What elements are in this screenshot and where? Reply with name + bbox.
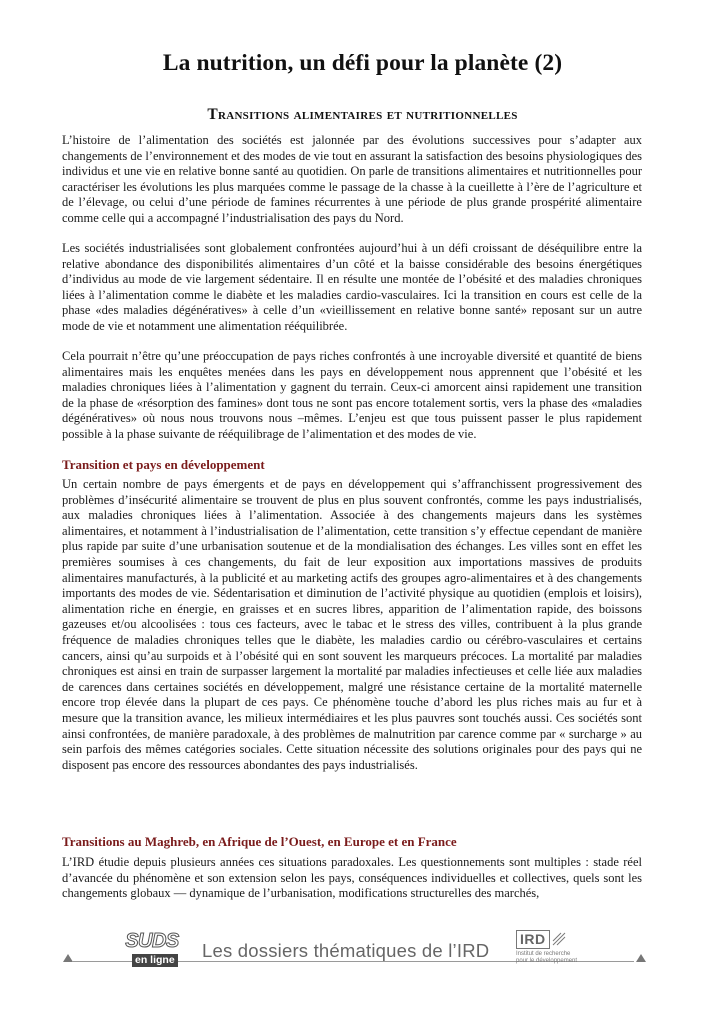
ird-logo-line1: Institut de recherche: [516, 951, 571, 957]
suds-logo-tag: en ligne: [132, 954, 178, 967]
ird-logo-subtitle: [516, 951, 616, 965]
subheading-developing: Transition et pays en développement: [62, 457, 265, 472]
suds-logo: [124, 930, 180, 972]
paragraph-rich-countries: Cela pourrait n’être qu’une préoccupation de pays riches confrontés à une incroyable diversité et quantité de biens alimentaires mais les enquêtes menées dans les pays en développement nous apprennent que l’obésité et les maladies chroniques liées à l’alimentation y gagnent du terrain. Ceux-ci amorcent ainsi rapidement une transition de la phase de «résorption des famines» dont tous ne sont pas encore totalement sortis, vers la phase des «maladies dégénératives» où nous nous trouvons nous –mêmes. L’enjeu est que tous puissent passer le plus rapidement possible à la phase suivante de rééquilibrage de l’alimentation et des modes de vie.: [62, 349, 642, 441]
page-footer: [0, 926, 725, 986]
page-title: La nutrition, un défi pour la planète (2): [162, 50, 563, 76]
paragraph-industrialized: Les sociétés industrialisées sont globalement confrontées aujourd’hui à un défi croissant de déséquilibre entre la relative abondance des disponibilités alimentaires d’un côté et la baisse considérable des besoins énergétiques d’individus au mode de vie largement sédentaire. Il en résulte une montée de l’obésité et des maladies chroniques liées à l’alimentation comme le diabète et les maladies cardio-vasculaires. Ici la transition en cours est celle de la phase «des maladies dégénératives» à celle d’un «vieillissement en relative bonne santé» reposant sur un autre mode de vie et notamment une alimentation rééquilibrée.: [62, 241, 642, 333]
ird-logo-line2: pour le développement: [516, 958, 578, 964]
subheading-maghreb: Transitions au Maghreb, en Afrique de l’Ouest, en Europe et en France: [62, 834, 457, 849]
section-heading: Transitions alimentaires et nutritionnelles: [207, 106, 518, 123]
ird-logo-word: IRD: [516, 930, 550, 949]
right-triangle-icon: [636, 954, 646, 962]
suds-logo-word: SUDS: [125, 930, 179, 952]
ird-logo: [516, 930, 606, 974]
collection-title: Les dossiers thématiques de l’IRD: [202, 940, 490, 961]
paragraph-ird: L’IRD étudie depuis plusieurs années ces situations paradoxales. Les questionnements sont multiples : stade réel d’avancée du phénomène et son extension selon les pays, conséquences individuelles et collectives, quels sont les changements globaux — dynamique de l’urbanisation, modifications structurelles des marchés,: [62, 855, 642, 901]
ird-arrows-icon: [552, 932, 566, 946]
paragraph-intro: L’histoire de l’alimentation des sociétés est jalonnée par des évolutions successives pour s’adapter aux changements de l’environnement et des modes de vie tout en assurant la satisfaction des besoins physiologiques des individus et une vie en relative bonne santé au quotidien. On parle de transitions alimentaires et nutritionnelles pour caractériser les évolutions les plus marquées comme le passage de la chasse à la cueillette à l’ère de l’agriculture et de l’élevage, ou celui d’une période de famines récurrentes à une période de plus grande prospérité alimentaire comme celle qui a accompagné l’industrialisation des pays du Nord.: [62, 133, 642, 225]
paragraph-developing: Un certain nombre de pays émergents et de pays en développement qui s’affranchissent progressivement des problèmes d’insécurité alimentaire se trouvent de plus en plus souvent confrontés, comme les pays industrialisés, aux maladies chroniques liées à l’alimentation. Associée à des changements majeurs dans les systèmes alimentaires, et notamment à l’industrialisation de l’alimentation, cette transition s’y effectue cependant de manière plus rapide par suite d’une urbanisation soutenue et de la mondialisation des échanges. Les villes sont en effet les premières soumises à ces changements, du fait de leur exposition aux importations massives de produits alimentaires manufacturés, à la publicité et au marketing actifs des groupes agro-alimentaires et à des changements importants des modes de vie. Sédentarisation et diminution de l’activité physique au quotidien (emplois et loisirs), alimentation riche en énergie, en graisses et en sucres libres, apparition de l’alimentation rapide, des boissons gazeuses et/ou alcoolisées : tous ces facteurs, avec le tabac et le stress des villes, contribuent à la plus grande fréquence de maladies chroniques telles que le diabète, les maladies cardio ou cérébro-vasculaires et certains cancers, ainsi qu’au surpoids et à l’obésité qui en sont souvent les marqueurs précoces. La mortalité par maladies chroniques est ainsi en train de surpasser largement la mortalité par maladies infectieuses et celle liée aux maladies de carences dans certaines sociétés en développement, malgré une résistance certaine de la mortalité maternelle encore trop élevée dans la plupart de ces pays. Ce phénomène touche d’abord les plus riches mais au fur et à mesure que la transition avance, les milieux intermédiaires et les plus pauvres sont touchés aussi. Ces sociétés sont ainsi confrontées, de manière paradoxale, à des problèmes de malnutrition par carence comme par « surcharge » au sein parfois des mêmes catégories sociales. Cette situation nécessite des solutions originales pour des pays qui ne disposent pas encore des ressources abondantes des pays industrialisés.: [62, 477, 642, 772]
